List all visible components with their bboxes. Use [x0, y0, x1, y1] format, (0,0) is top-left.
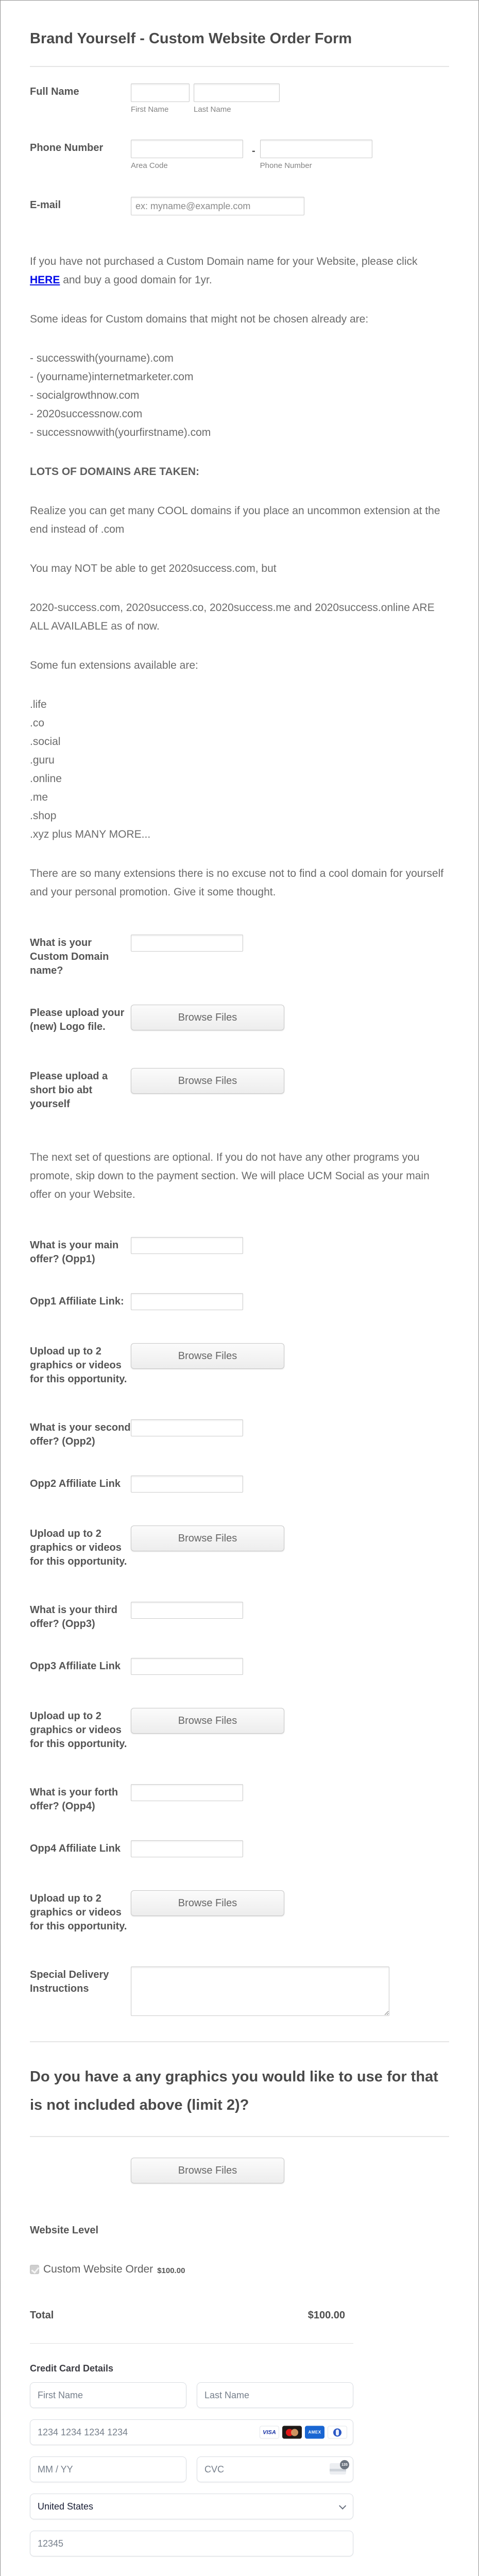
zip-input[interactable]: [30, 2531, 353, 2556]
domain-idea: - (yourname)internetmarketer.com: [30, 371, 194, 383]
custom-website-order-checkbox[interactable]: [30, 2265, 39, 2274]
opp1-link-row: [30, 1293, 449, 1310]
extension: .co: [30, 717, 45, 729]
area-code-sublabel: Area Code: [131, 161, 168, 170]
domain-info-p4: You may NOT be able to get 2020success.com, but: [30, 563, 277, 574]
visa-icon: [260, 2426, 279, 2439]
domain-info-text: [30, 252, 449, 902]
total-label: Total: [30, 2310, 54, 2321]
cvc-card-icon: [330, 2463, 346, 2475]
opp3-link-input[interactable]: [131, 1658, 243, 1675]
custom-domain-input[interactable]: [131, 935, 243, 952]
website-level-label: Website Level: [30, 2225, 99, 2236]
domain-info-p6: Some fun extensions available are:: [30, 659, 198, 671]
payment-form: [30, 2382, 353, 2556]
opp1-offer-row: [30, 1237, 449, 1266]
last-name-sublabel: Last Name: [194, 105, 231, 114]
domain-info-p5: 2020-success.com, 2020success.co, 2020success.me and 2020success.online ARE ALL AVAILABLE as of now.: [30, 602, 435, 632]
product-price: $100.00: [157, 2266, 185, 2275]
product-row: [30, 2263, 449, 2276]
opp1-upload-label: Upload up to 2 graphics or videos for this opportunity.: [30, 1346, 127, 1385]
custom-domain-row: [30, 935, 449, 978]
opp3-offer-label: What is your third offer? (Opp3): [30, 1604, 117, 1630]
opp4-browse-files-button[interactable]: Browse Files: [131, 1890, 284, 1916]
p1-before: If you have not purchased a Custom Domain name for your Website, please click: [30, 256, 418, 267]
opp1-browse-files-button[interactable]: Browse Files: [131, 1343, 284, 1369]
bio-upload-row: [30, 1068, 449, 1111]
cc-first-name-input[interactable]: [30, 2382, 186, 2408]
email-input[interactable]: [131, 197, 304, 215]
extra-graphics-browse-files-button[interactable]: Browse Files: [131, 2158, 284, 2183]
domain-info-p3: Realize you can get many COOL domains if you place an uncommon extension at the end instead of .com: [30, 505, 440, 535]
special-delivery-label: Special Delivery Instructions: [30, 1969, 109, 1994]
full-name-row: [30, 83, 449, 114]
total-value: $100.00: [307, 2310, 345, 2321]
cc-last-name-input[interactable]: [197, 2382, 353, 2408]
extra-graphics-spacer: [30, 2158, 131, 2159]
area-code-input[interactable]: [131, 140, 243, 158]
opp4-upload-row: [30, 1890, 449, 1934]
country-selected-value: United States: [38, 2501, 94, 2512]
opp3-upload-row: [30, 1708, 449, 1751]
opp2-link-row: [30, 1476, 449, 1493]
domain-idea: - successwith(yourname).com: [30, 352, 174, 364]
domain-idea: - socialgrowthnow.com: [30, 389, 140, 401]
phone-number-input[interactable]: [260, 140, 372, 158]
phone-row: [30, 140, 449, 170]
visa-text: VISA: [263, 2429, 276, 2435]
opp2-link-input[interactable]: [131, 1476, 243, 1493]
opp3-browse-files-button[interactable]: Browse Files: [131, 1708, 284, 1734]
bio-upload-label: Please upload a short bio abt yourself: [30, 1071, 108, 1110]
opp3-link-label: Opp3 Affiliate Link: [30, 1660, 121, 1672]
total-row: [30, 2310, 345, 2321]
opp4-link-input[interactable]: [131, 1840, 243, 1857]
opp2-link-label: Opp2 Affiliate Link: [30, 1478, 121, 1489]
amex-icon: [305, 2426, 324, 2439]
opp2-offer-row: [30, 1419, 449, 1449]
opp4-link-label: Opp4 Affiliate Link: [30, 1843, 121, 1854]
domain-idea: - 2020successnow.com: [30, 408, 143, 420]
extra-graphics-heading: Do you have a any graphics you would like to use for that is not included above (limit 2)?: [30, 2069, 438, 2113]
extension: .online: [30, 773, 62, 785]
opp1-offer-input[interactable]: [131, 1237, 243, 1254]
card-brand-icons: [260, 2426, 347, 2439]
opp2-upload-row: [30, 1526, 449, 1569]
section-divider: [30, 2041, 449, 2042]
domain-info-p2: Some ideas for Custom domains that might not be chosen already are:: [30, 313, 369, 325]
full-name-label: Full Name: [30, 86, 79, 97]
opp2-offer-input[interactable]: [131, 1419, 243, 1436]
opp1-link-input[interactable]: [131, 1293, 243, 1310]
email-row: [30, 197, 449, 215]
p1-after: and buy a good domain for 1yr.: [60, 274, 212, 286]
opp1-offer-label: What is your main offer? (Opp1): [30, 1240, 119, 1265]
last-name-input[interactable]: [194, 83, 280, 102]
opp1-upload-row: [30, 1343, 449, 1386]
section-divider-2: [30, 2136, 449, 2137]
opp2-upload-label: Upload up to 2 graphics or videos for this opportunity.: [30, 1528, 127, 1567]
extension: .guru: [30, 754, 55, 766]
opp1-link-label: Opp1 Affiliate Link:: [30, 1296, 124, 1307]
domain-info-p1: [30, 252, 449, 290]
phone-number-sublabel: Phone Number: [260, 161, 312, 170]
opp4-offer-label: What is your forth offer? (Opp4): [30, 1787, 118, 1812]
page-title: Brand Yourself - Custom Website Order Form: [30, 30, 352, 47]
country-select[interactable]: [30, 2494, 353, 2519]
amex-text: AMEX: [308, 2430, 321, 2435]
domain-info-p7: There are so many extensions there is no excuse not to find a cool domain for yourself and your personal promotion. Give it some thought.: [30, 868, 444, 898]
bio-browse-files-button[interactable]: Browse Files: [131, 1068, 284, 1094]
opp3-upload-label: Upload up to 2 graphics or videos for this opportunity.: [30, 1710, 127, 1750]
extension: .shop: [30, 810, 57, 822]
opp4-offer-row: [30, 1784, 449, 1814]
domain-idea: - successnowwith(yourfirstname).com: [30, 427, 211, 438]
cvc-badge-text: 135: [340, 2460, 349, 2469]
logo-upload-label: Please upload your (new) Logo file.: [30, 1007, 125, 1032]
extension: .social: [30, 736, 61, 748]
logo-browse-files-button[interactable]: Browse Files: [131, 1005, 284, 1030]
phone-separator: -: [252, 145, 255, 157]
buy-domain-link[interactable]: HERE: [30, 274, 60, 286]
opp3-offer-row: [30, 1602, 449, 1631]
opp4-upload-label: Upload up to 2 graphics or videos for this opportunity.: [30, 1893, 127, 1932]
credit-card-details-heading: Credit Card Details: [30, 2363, 114, 2374]
extra-graphics-upload-row: [30, 2158, 449, 2183]
domains-taken-heading: LOTS OF DOMAINS ARE TAKEN:: [30, 466, 199, 478]
extension: .life: [30, 699, 47, 710]
optional-note-text: The next set of questions are optional. If you do not have any other programs you promote, skip down to the payment section. We will place UCM Social as your main offer on your Website.: [30, 1151, 430, 1200]
first-name-input[interactable]: [131, 83, 190, 102]
opp2-offer-label: What is your second offer? (Opp2): [30, 1422, 131, 1447]
diners-icon: [328, 2426, 347, 2439]
opp3-offer-input[interactable]: [131, 1602, 243, 1619]
expiry-input[interactable]: [30, 2456, 186, 2482]
extensions-list: [30, 696, 449, 844]
email-label: E-mail: [30, 199, 61, 211]
domain-ideas-list: [30, 349, 449, 442]
mastercard-icon: [282, 2426, 302, 2439]
opp4-link-row: [30, 1840, 449, 1857]
opp3-link-row: [30, 1658, 449, 1675]
logo-upload-row: [30, 1005, 449, 1034]
opp4-offer-input[interactable]: [131, 1784, 243, 1801]
special-delivery-row: [30, 1967, 449, 2019]
payment-divider: [30, 2343, 353, 2344]
phone-label: Phone Number: [30, 142, 104, 154]
extension: .xyz plus MANY MORE...: [30, 828, 151, 840]
header-divider: [30, 66, 449, 67]
optional-note: [30, 1148, 449, 1204]
special-delivery-textarea[interactable]: [131, 1967, 389, 2016]
product-name: Custom Website Order: [43, 2263, 153, 2275]
first-name-sublabel: First Name: [131, 105, 169, 114]
extension: .me: [30, 791, 48, 803]
opp2-browse-files-button[interactable]: Browse Files: [131, 1526, 284, 1551]
custom-domain-label: What is your Custom Domain name?: [30, 937, 109, 976]
